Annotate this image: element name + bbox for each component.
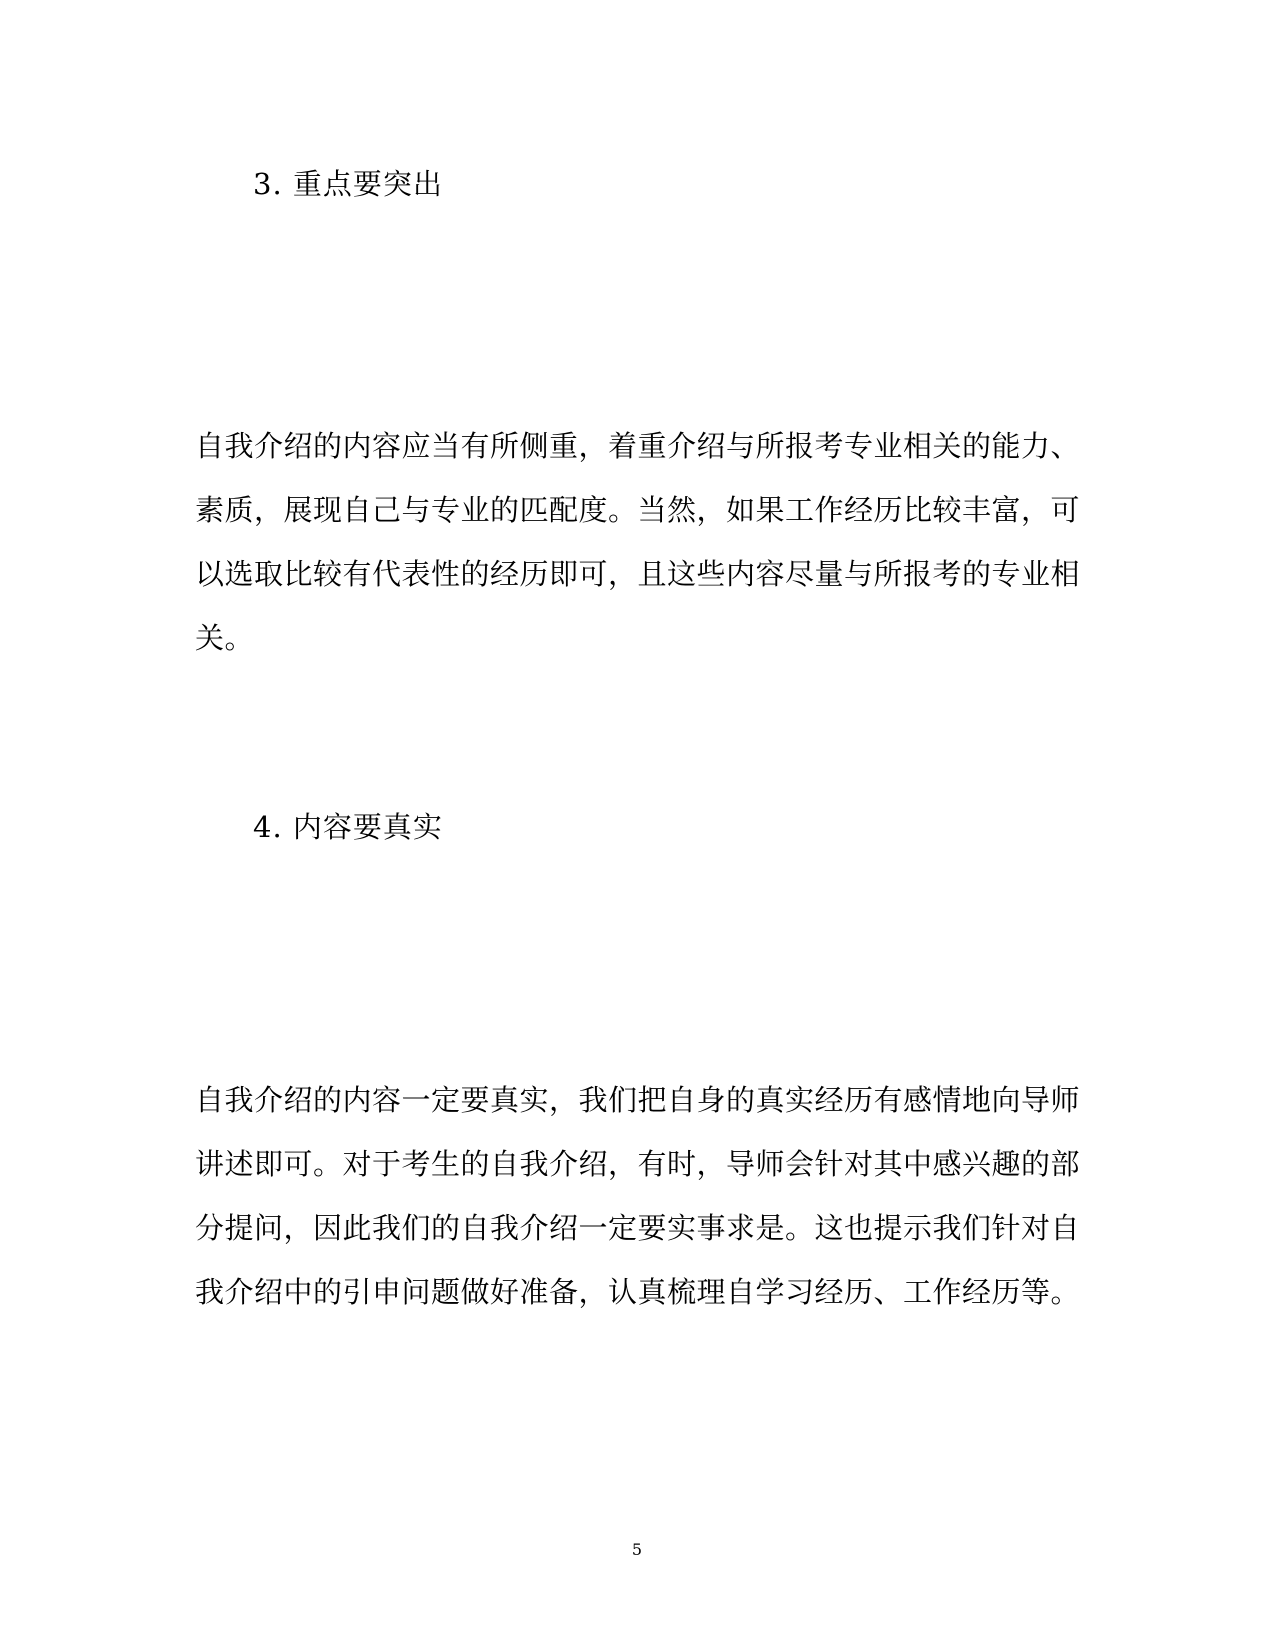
paragraph-line: 关。 [195,621,255,655]
paragraph-line: 自我介绍的内容一定要真实，我们把自身的真实经历有感情地向导师 [195,1083,1081,1117]
page-number: 5 [631,1540,643,1559]
section-4-paragraph [195,1068,1095,1324]
section-4-heading: 4. 内容要真实 [253,810,443,844]
paragraph-line: 素质，展现自己与专业的匹配度。当然，如果工作经历比较丰富，可 [195,493,1081,527]
paragraph-line: 分提问，因此我们的自我介绍一定要实事求是。这也提示我们针对自 [195,1211,1081,1245]
paragraph-line: 自我介绍的内容应当有所侧重，着重介绍与所报考专业相关的能力、 [195,429,1081,463]
paragraph-line: 我介绍中的引申问题做好准备，认真梳理自学习经历、工作经历等。 [195,1275,1081,1309]
paragraph-line: 以选取比较有代表性的经历即可，且这些内容尽量与所报考的专业相 [195,557,1081,591]
section-3-heading: 3. 重点要突出 [253,167,443,201]
paragraph-line: 讲述即可。对于考生的自我介绍，有时，导师会针对其中感兴趣的部 [195,1147,1081,1181]
section-3-paragraph [195,414,1095,670]
